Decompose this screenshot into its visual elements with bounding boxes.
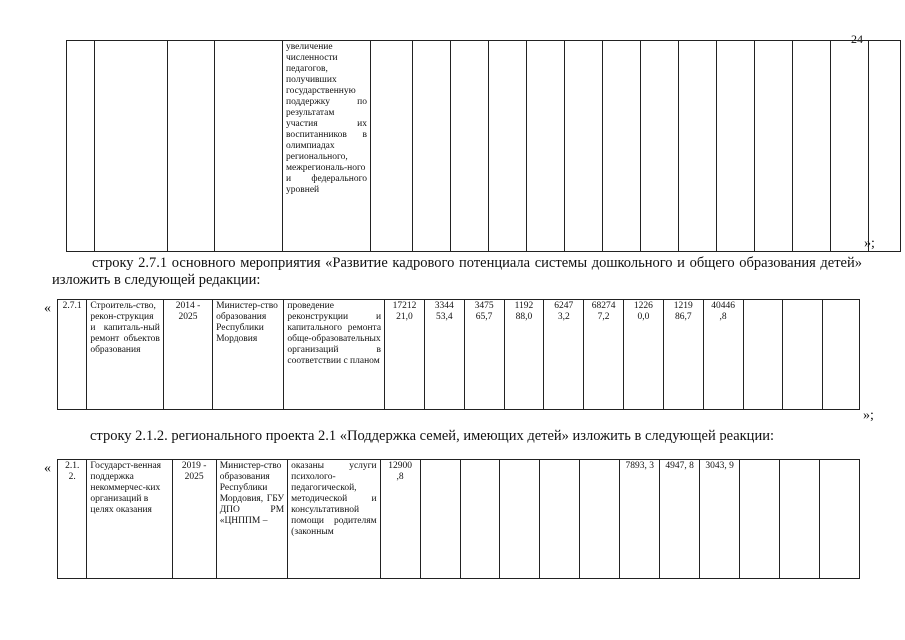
value-cell (500, 460, 540, 579)
table-cell (717, 41, 755, 252)
value-cell: 1192 88,0 (504, 300, 544, 410)
value-cell: 17212 21,0 (385, 300, 425, 410)
table-row-2-7-1 (57, 299, 860, 410)
measure-name-cell: Строитель-ство, рекон-струкция и капиталь-ный ремонт объектов образования (87, 300, 164, 410)
executor-cell: Министер-ство образования Республики Мордовия, ГБУ ДПО РМ «ЦНППМ – (216, 460, 287, 579)
value-cell (743, 300, 783, 410)
closing-quote-mark: »; (863, 408, 874, 423)
table-cell (95, 41, 168, 252)
table-cell (67, 41, 95, 252)
value-cell: 3043, 9 (700, 460, 740, 579)
row-number-cell: 2.1. 2. (58, 460, 87, 579)
table-cell (565, 41, 603, 252)
table-cell (755, 41, 793, 252)
table-cell (413, 41, 451, 252)
value-cell: 3475 65,7 (464, 300, 504, 410)
instruction-paragraph: строку 2.1.2. регионального проекта 2.1 «Поддержка семей, имеющих детей» изложить в следующей реакции: (90, 428, 774, 444)
period-cell: 2014 - 2025 (163, 300, 212, 410)
row-number-cell: 2.7.1 (58, 300, 87, 410)
period-cell: 2019 - 2025 (172, 460, 216, 579)
value-cell: 12900 ,8 (380, 460, 420, 579)
value-cell: 4947, 8 (660, 460, 700, 579)
value-cell (580, 460, 620, 579)
table-cell (371, 41, 413, 252)
table-continuation (66, 40, 901, 252)
value-cell: 68274 7,2 (584, 300, 624, 410)
instruction-paragraph: строку 2.7.1 основного мероприятия «Развитие кадрового потенциала системы дошкольного и общего образования детей» изложить в следующей редакции: (52, 255, 862, 288)
table-row (67, 41, 901, 252)
table-row (58, 300, 860, 410)
table-cell (869, 41, 901, 252)
value-cell: 7893, 3 (620, 460, 660, 579)
table-row-2-1-2 (57, 459, 860, 579)
value-cell (780, 460, 820, 579)
table-cell (489, 41, 527, 252)
opening-quote-mark: « (44, 301, 51, 316)
value-cell (740, 460, 780, 579)
closing-quote-mark: »; (864, 236, 875, 251)
indicator-cell: увеличение численности педагогов, получивших государственную поддержку по результатам участия их воспитанников в олимпиадах регионального, межрегиональ-ного и федерального уровней (283, 41, 371, 252)
indicator-cell: проведение реконструкции и капитального ремонта обще-образовательных организаций в соответствии с планом (284, 300, 385, 410)
table-cell (451, 41, 489, 252)
table-cell (831, 41, 869, 252)
value-cell: 6247 3,2 (544, 300, 584, 410)
value-cell (460, 460, 500, 579)
table-cell (527, 41, 565, 252)
page-number: 24 (851, 32, 863, 46)
opening-quote-mark: « (44, 461, 51, 476)
value-cell (819, 460, 859, 579)
value-cell (420, 460, 460, 579)
indicator-cell: оказаны услуги психолого-педагогической, методической и консультативной помощи родителям (законным (288, 460, 380, 579)
value-cell: 3344 53,4 (424, 300, 464, 410)
value-cell: 1219 86,7 (663, 300, 703, 410)
table-cell (168, 41, 215, 252)
table-cell (793, 41, 831, 252)
value-cell: 1226 0,0 (624, 300, 664, 410)
value-cell (540, 460, 580, 579)
value-cell (783, 300, 823, 410)
value-cell: 40446 ,8 (703, 300, 743, 410)
table-row (58, 460, 860, 579)
table-cell (215, 41, 283, 252)
table-cell (679, 41, 717, 252)
table-cell (603, 41, 641, 252)
value-cell (823, 300, 860, 410)
measure-name-cell: Государст-венная поддержка некоммерчес-ких организаций в целях оказания (87, 460, 172, 579)
executor-cell: Министер-ство образования Республики Мордовия (213, 300, 284, 410)
table-cell (641, 41, 679, 252)
